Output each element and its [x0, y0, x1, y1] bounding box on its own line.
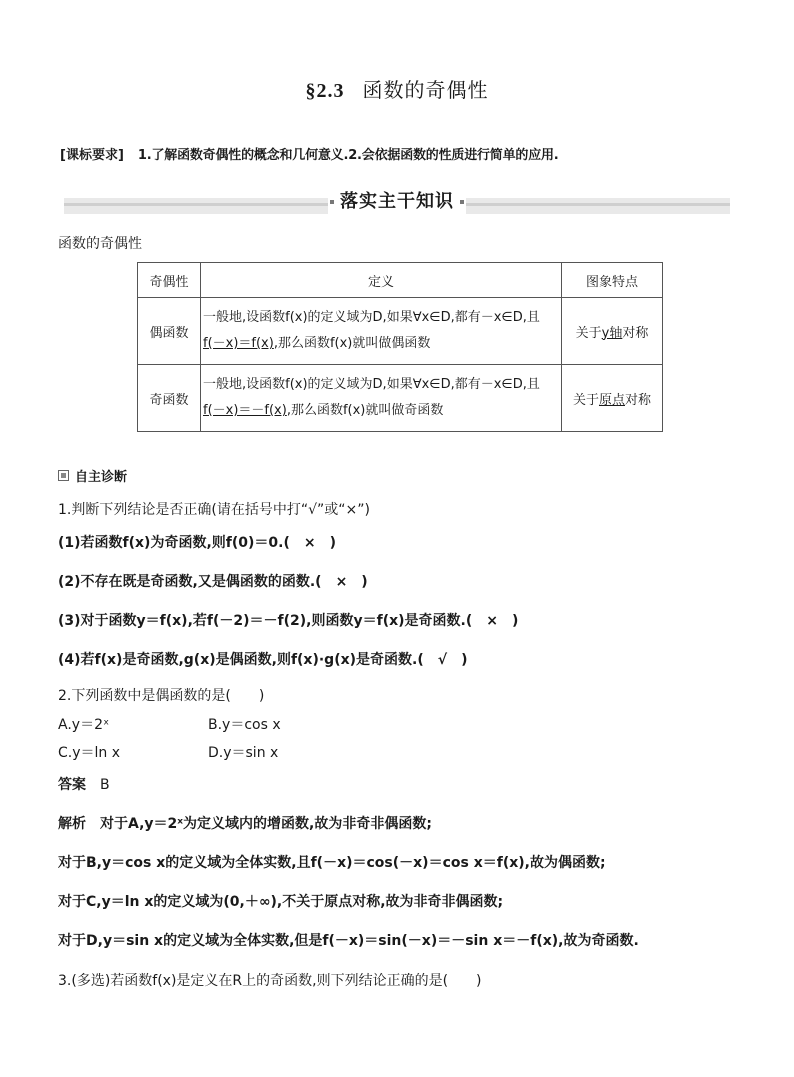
analysis-label: 解析	[58, 816, 86, 832]
self-diagnosis-heading	[58, 466, 127, 485]
question-2-analysis-a	[58, 813, 432, 833]
feature-text-end: 对称	[625, 392, 652, 408]
cell-feature	[562, 365, 663, 432]
cell-feature	[562, 298, 663, 365]
knowledge-heading: 函数的奇偶性	[58, 236, 142, 252]
question-2-analysis-c: 对于C,y＝ln x的定义域为(0,＋∞),不关于原点对称,故为非奇非偶函数;	[58, 894, 504, 910]
curriculum-requirements	[60, 144, 559, 163]
cell-definition	[201, 298, 562, 365]
question-1-stem: 1.判断下列结论是否正确(请在括号中打“√”或“×”)	[58, 502, 370, 518]
question-2-analysis-d: 对于D,y＝sin x的定义域为全体实数,但是f(－x)＝sin(－x)＝－sin x＝－f(x),故为奇函数.	[58, 933, 639, 949]
definition-text: 一般地,设函数f(x)的定义域为D,如果∀x∈D,都有－x∈D,且	[203, 377, 540, 392]
question-1-item-3: (3)对于函数y＝f(x),若f(－2)＝－f(2),则函数y＝f(x)是奇函数.( × )	[58, 613, 519, 629]
feature-key: 原点	[598, 392, 625, 408]
answer-label: 答案	[58, 777, 86, 793]
question-2-answer	[58, 774, 110, 794]
table-row-odd	[138, 365, 663, 432]
feature-key: y轴	[601, 325, 623, 341]
banner-label: 落实主干知识	[340, 191, 454, 212]
question-2-option-b: B.y＝cos x	[208, 717, 281, 733]
table-header-definition: 定义	[201, 263, 562, 298]
definition-key-condition: f(－x)＝f(x)	[203, 336, 274, 351]
analysis-line-1: 对于A,y＝2ˣ为定义域内的增函数,故为非奇非偶函数;	[100, 816, 432, 832]
cell-type: 奇函数	[138, 365, 201, 432]
cell-definition	[201, 365, 562, 432]
question-2-option-a: A.y＝2ˣ	[58, 717, 110, 733]
banner-box	[328, 188, 466, 216]
banner-dot-right	[460, 200, 464, 204]
question-2-option-c: C.y＝ln x	[58, 745, 121, 761]
self-diagnosis-label: 自主诊断	[75, 470, 128, 485]
banner-dot-left	[330, 200, 334, 204]
feature-text: 关于	[572, 392, 599, 408]
definition-text: 一般地,设函数f(x)的定义域为D,如果∀x∈D,都有－x∈D,且	[203, 310, 540, 325]
question-2-stem: 2.下列函数中是偶函数的是( )	[58, 688, 265, 704]
table-row-even	[138, 298, 663, 365]
requirements-text: 1.了解函数奇偶性的概念和几何意义.2.会依据函数的性质进行简单的应用.	[137, 148, 559, 163]
square-bullet-icon	[58, 470, 69, 481]
section-number: §2.3	[305, 80, 345, 102]
definition-key-condition: f(－x)＝－f(x)	[203, 403, 287, 418]
table-header-feature: 图象特点	[562, 263, 663, 298]
page-title	[0, 74, 794, 103]
answer-value: B	[100, 777, 110, 793]
question-1-item-2: (2)不存在既是奇函数,又是偶函数的函数.( × )	[58, 574, 368, 590]
question-2-option-d: D.y＝sin x	[208, 745, 279, 761]
question-2-analysis-b: 对于B,y＝cos x的定义域为全体实数,且f(－x)＝cos(－x)＝cos x＝f(x),故为偶函数;	[58, 855, 606, 871]
feature-text-end: 对称	[622, 325, 649, 341]
cell-type: 偶函数	[138, 298, 201, 365]
requirements-tag: [课标要求]	[60, 148, 124, 163]
table-header-type: 奇偶性	[138, 263, 201, 298]
section-title: 函数的奇偶性	[362, 78, 489, 102]
question-1-item-4: (4)若f(x)是奇函数,g(x)是偶函数,则f(x)·g(x)是奇函数.( √ )	[58, 652, 468, 668]
feature-text: 关于	[575, 325, 602, 341]
question-3-stem: 3.(多选)若函数f(x)是定义在R上的奇函数,则下列结论正确的是( )	[58, 973, 482, 989]
definition-text-end: ,那么函数f(x)就叫做奇函数	[286, 403, 444, 418]
parity-table	[137, 262, 663, 432]
question-1-item-1: (1)若函数f(x)为奇函数,则f(0)＝0.( × )	[58, 535, 336, 551]
definition-text-end: ,那么函数f(x)就叫做偶函数	[273, 336, 431, 351]
table-header-row	[138, 263, 663, 298]
